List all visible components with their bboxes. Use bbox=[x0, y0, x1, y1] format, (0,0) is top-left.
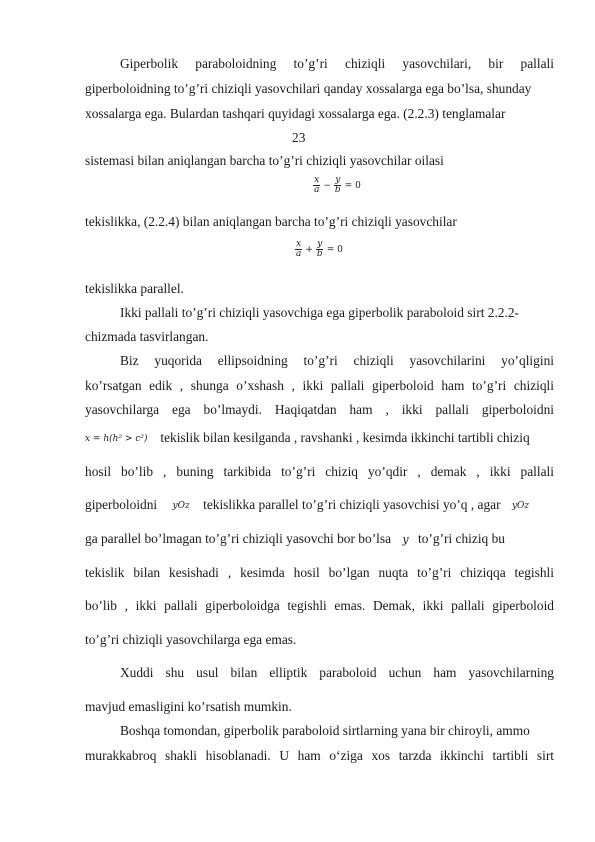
formula-x-minus-y bbox=[313, 176, 362, 195]
fraction bbox=[334, 176, 342, 195]
paragraph-line: hosil bo’lib , buning tarkibida to’g’ri chiziq yo’qdir , demak , ikki pallali bbox=[85, 464, 554, 479]
fraction bbox=[313, 176, 320, 195]
line-text: giperboloidni bbox=[85, 497, 158, 512]
plane-yoz: yOz bbox=[172, 500, 190, 511]
equation-rhs: = 0 bbox=[344, 180, 361, 191]
paragraph-line: Ikki pallali to’g’ri chiziqli yasovchiga ega giperbolik paraboloid sirt 2.2.2- bbox=[120, 305, 520, 320]
operator: + bbox=[305, 244, 313, 255]
formula-x-plus-y bbox=[295, 240, 344, 259]
paragraph-line: ko’rsatgan edik , shunga o’xshash , ikki pallali giperboloid ham to’g’ri chiziqli bbox=[85, 378, 554, 393]
paragraph-line: bo’lib , ikki pallali giperboloidga tegishli emas. Demak, ikki pallali giperboloid bbox=[85, 598, 554, 613]
fraction-denominator: a bbox=[296, 249, 302, 259]
paragraph-line: Giperbolik paraboloidning to’g’ri chiziqli yasovchilari, bir pallali bbox=[120, 56, 554, 71]
paragraph-line: xossalarga ega. Bulardan tashqari quyidagi xossalarga ega. (2.2.3) tenglamalar bbox=[85, 106, 506, 121]
paragraph-line: tekislikka parallel. bbox=[85, 281, 184, 296]
paragraph-line bbox=[85, 430, 554, 447]
paragraph-line: tekislik bilan kesishadi , kesimda hosil bo’lgan nuqta to’g’ri chiziqqa tegishli bbox=[85, 565, 554, 580]
paragraph-line: tekislikka, (2.2.4) bilan aniqlangan barcha to’g’ri chiziqli yasovchilar bbox=[85, 214, 457, 229]
paragraph-line: Biz yuqorida ellipsoidning to’g’ri chiziqli yasovchilarini yo’qligini bbox=[120, 353, 554, 368]
fraction bbox=[316, 240, 324, 259]
plane-equation: x = h(h² > c²) bbox=[85, 433, 148, 444]
fraction-numerator: y bbox=[335, 175, 341, 185]
paragraph-line: sistemasi bilan aniqlangan barcha to’g’ri chiziqli yasovchilar oilasi bbox=[85, 153, 444, 168]
fraction-numerator: x bbox=[296, 239, 302, 249]
paragraph-line: Xuddi shu usul bilan elliptik paraboloid uchun ham yasovchilarning bbox=[120, 665, 554, 680]
paragraph-line: chizmada tasvirlangan. bbox=[85, 329, 209, 344]
fraction-denominator: a bbox=[314, 185, 320, 195]
line-text: ga parallel bo’lmagan to’g’ri chiziqli yasovchi bor bo’lsa bbox=[85, 531, 392, 546]
variable-y: y bbox=[402, 532, 409, 546]
operator: − bbox=[323, 180, 331, 191]
fraction-numerator: y bbox=[317, 239, 323, 249]
paragraph-line: mavjud emasligini ko’rsatish mumkin. bbox=[85, 699, 292, 714]
paragraph-line: giperboloidning to’g’ri chiziqli yasovchilari qanday xossalarga ega bo’lsa, shunday bbox=[85, 81, 532, 96]
line-text: to’g’ri chiziq bu bbox=[417, 531, 505, 546]
page-number: 23 bbox=[292, 130, 306, 145]
paragraph-line bbox=[85, 531, 554, 548]
paragraph-line: to’g’ri chiziqli yasovchilarga ega emas. bbox=[85, 632, 297, 647]
fraction-denominator: b bbox=[334, 185, 341, 195]
paragraph-line: yasovchilarga ega bo’lmaydi. Haqiqatdan ham , ikki pallali giperboloidni bbox=[85, 402, 554, 417]
line-text: tekislik bilan kesilganda , ravshanki , kesimda ikkinchi tartibli chiziq bbox=[160, 430, 530, 445]
paragraph-line: murakkabroq shakli hisoblanadi. U ham o‘ziga xos tarzda ikkinchi tartibli sirt bbox=[85, 748, 554, 763]
paragraph-line bbox=[85, 497, 554, 514]
plane-yoz: yOz bbox=[511, 500, 530, 511]
fraction bbox=[295, 240, 302, 259]
fraction-numerator: x bbox=[314, 175, 320, 185]
line-text: tekislikka parallel to’g’ri chiziqli yasovchisi yo’q , agar bbox=[203, 497, 501, 512]
fraction-denominator: b bbox=[316, 249, 323, 259]
equation-rhs: = 0 bbox=[326, 244, 343, 255]
paragraph-line: Boshqa tomondan, giperbolik paraboloid sirtlarning yana bir chiroyli, ammo bbox=[120, 723, 530, 738]
